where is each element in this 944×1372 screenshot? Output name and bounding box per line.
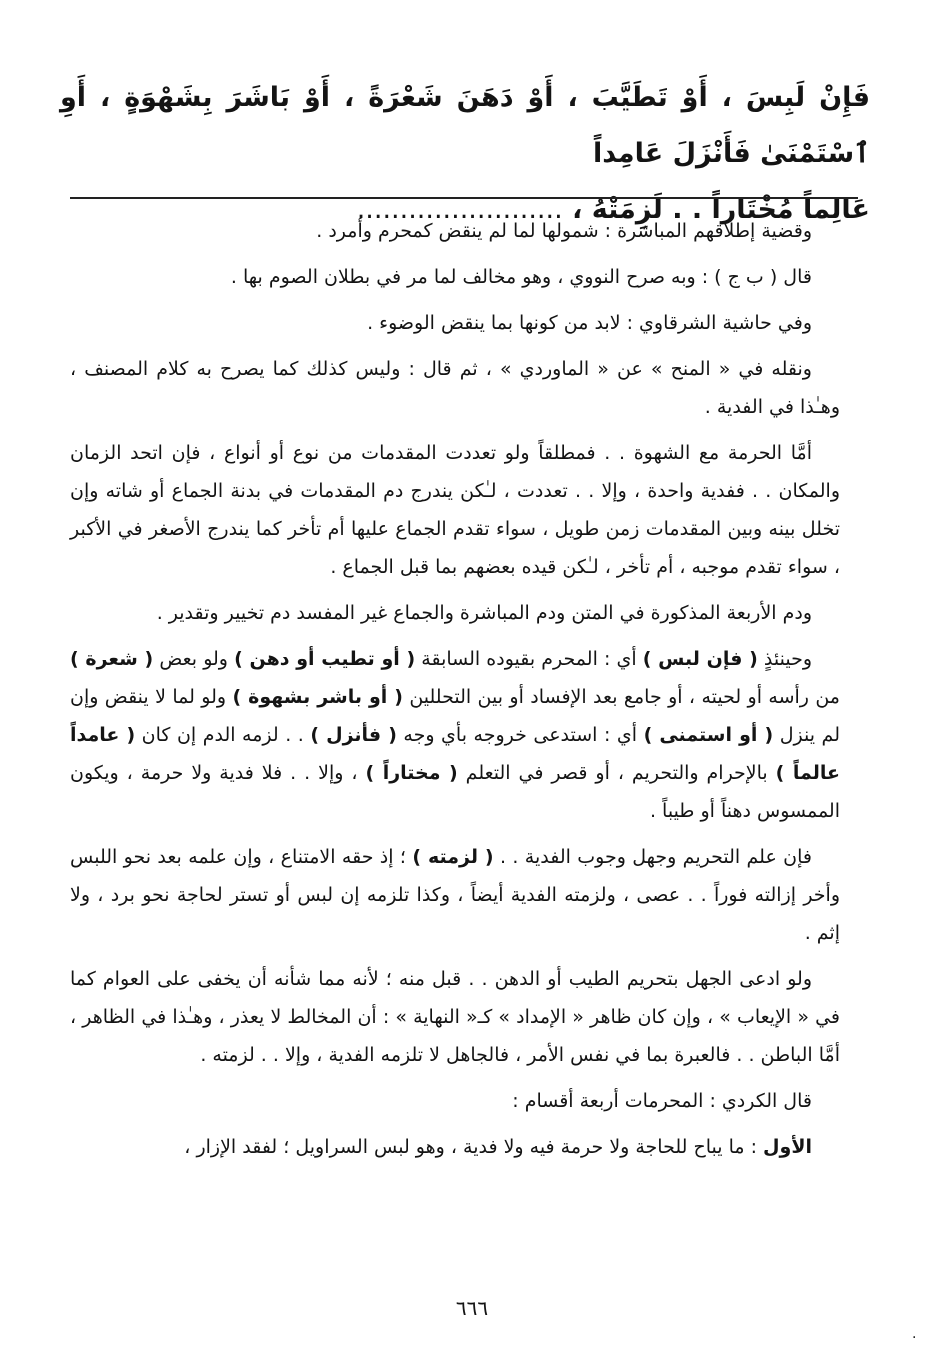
commentary-text: ؛ إذ حقه الامتناع ، وإن علمه بعد نحو اللبس وأخر إزالته فوراً . . عصى ، ولزمته الفدية أيضاً ، وكذا تلزمه إن لبس أو تستر لحاجة نحو برد ، ولا إثم . [70,846,840,944]
commentary-text: وقضية إطلاقهم المباشرة : شمولها لما لم ينقض كمحرم وأمرد . [316,220,812,242]
commentary-paragraph [70,1128,840,1174]
commentary-text: ولو بعض [153,648,235,670]
commentary-paragraph [70,838,840,960]
commentary-text: فإن علم التحريم وجهل وجوب الفدية . . [493,846,812,868]
matn-line-1: فَإِنْ لَبِسَ ، أَوْ تَطَيَّبَ ، أَوْ دَهَنَ شَعْرَةً ، أَوْ بَاشَرَ بِشَهْوَةٍ ، أَوِ ٱسْتَمْنَىٰ فَأَنْزَلَ عَامِداً [60,82,870,169]
matn-quote: ( أو باشر بشهوة ) [232,686,403,708]
commentary [70,212,840,1174]
commentary-paragraph [70,434,840,594]
commentary-text: وحينئذٍ [757,648,813,670]
commentary-paragraph [70,212,840,258]
commentary-text: أي : استدعى خروجه بأي وجه [396,724,644,746]
margin-mark: · [912,1330,917,1346]
commentary-paragraph [70,1082,840,1128]
commentary-text: أي : المحرم بقيوده السابقة [415,648,643,670]
matn-dots: ........................ [356,194,563,225]
commentary-text: ، وإلا . . فلا فدية ولا حرمة ، ويكون الممسوس دهناً أو طيباً . [70,762,840,822]
commentary-paragraph [70,258,840,304]
matn-quote: ( مختاراً ) [365,762,458,784]
commentary-text: ونقله في « المنح » عن « الماوردي » ، ثم قال : وليس كذلك كما يصرح به كلام المصنف ، وهـٰذا في الفدية . [70,358,840,418]
commentary-text: ودم الأربعة المذكورة في المتن ودم المباشرة والجماع غير المفسد دم تخيير وتقدير . [156,602,812,624]
separator-rule [70,197,858,199]
matn-quote: ( لزمته ) [412,846,494,868]
matn-quote: ( فإن لبس ) [642,648,758,670]
commentary-text: من رأسه أو لحيته ، أو جامع بعد الإفساد أو بين التحللين [402,686,840,708]
commentary-text: قال الكردي : المحرمات أربعة أقسام : [512,1090,812,1112]
commentary-paragraph [70,304,840,350]
commentary-paragraph [70,594,840,640]
matn-quote: الأول [763,1136,812,1158]
commentary-paragraph [70,640,840,838]
matn-quote: ( شعرة ) [70,648,154,670]
matn-line-2: عَالِماً مُخْتَاراً . . لَزِمَتْهُ ، [562,194,870,225]
commentary-text: وفي حاشية الشرقاوي : لابد من كونها بما ينقض الوضوء . [367,312,812,334]
matn-quote: ( أو استمنى ) [643,724,774,746]
commentary-text: ولو ادعى الجهل بتحريم الطيب أو الدهن . . قبل منه ؛ لأنه مما شأنه أن يخفى على العوام كما في « الإيعاب » ، وإن كان ظاهر « الإمداد » كـ« النهاية » : أن المخالط لا يعذر ، وهـٰذا في الظاهر ، أمَّا الباطن . . فالعبرة بما في نفس الأمر ، فالجاهل لا تلزمه الفدية ، وإلا . . لزمته . [70,968,840,1066]
page-number: ٦٦٦ [455,1296,489,1320]
commentary-text: بالإحرام والتحريم ، أو قصر في التعلم [457,762,776,784]
commentary-text: : ما يباح للحاجة ولا حرمة فيه ولا فدية ، وهو لبس السراويل ؛ لفقد الإزار ، [184,1136,764,1158]
matn-quote: ( فأنزل ) [310,724,397,746]
commentary-paragraph [70,350,840,434]
commentary-text: أمَّا الحرمة مع الشهوة . . فمطلقاً ولو تعددت المقدمات من نوع أو أنواع ، فإن اتحد الزمان والمكان . . ففدية واحدة ، وإلا . . تعددت ، لـٰكن يندرج دم المقدمات في بدنة الجماع أو شاته وإن تخلل بينه وبين المقدمات زمن طويل ، سواء تقدم الجماع عليها أم تأخر كما يندرج الأصغر في الأكبر ، سواء تقدم موجبه ، أم تأخر ، لـٰكن قيده بعضهم بما قبل الجماع . [70,442,840,578]
matn-quote: ( أو تطيب أو دهن ) [234,648,416,670]
commentary-text: . . لزمه الدم إن كان [135,724,311,746]
matn-quote: ( عامداً عالماً ) [70,724,841,784]
commentary-text: ولو لما لا ينقض وإن لم ينزل [70,686,840,746]
commentary-text: قال ( ب ج ) : وبه صرح النووي ، وهو مخالف لما مر في بطلان الصوم بها . [230,266,812,288]
commentary-paragraph [70,960,840,1082]
